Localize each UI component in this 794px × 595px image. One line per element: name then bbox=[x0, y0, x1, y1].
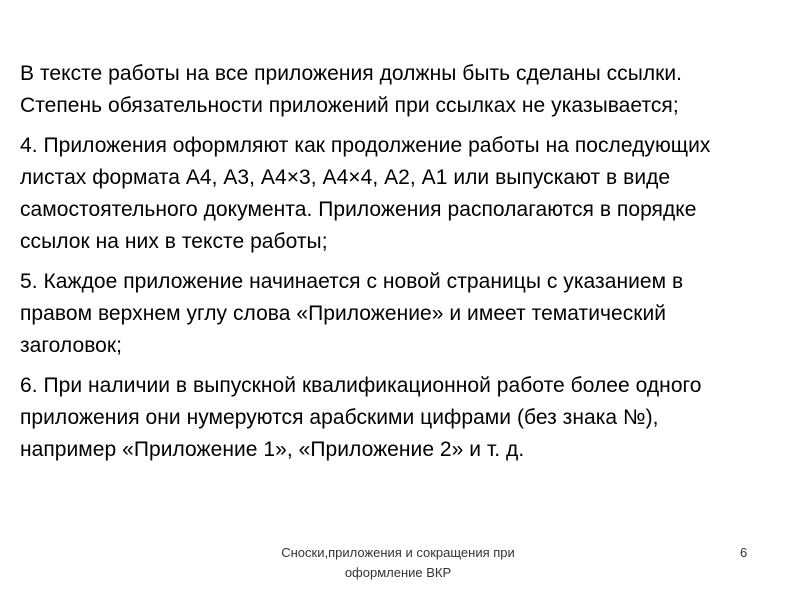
page-number: 6 bbox=[740, 545, 748, 560]
paragraph-appendix-format: 4. Приложения оформляют как продолжение работы на последующих листах формата А4, А3, А4×3, А4×4, А2, А1 или выпускают в виде самостоятельного документа. Приложения располагаются в порядке ссылок на них в тексте работы; bbox=[20, 134, 711, 253]
footer-title-line2: оформление ВКР bbox=[344, 565, 452, 580]
paragraph-appendix-numbering: 6. При наличии в выпускной квалификационной работе более одного приложения они нумеруются арабскими цифрами (без знака №), например «Приложение 1», «Приложение 2» и т. д. bbox=[20, 374, 702, 461]
paragraph-links-required: В тексте работы на все приложения должны быть сделаны ссылки. Степень обязательности приложений при ссылках не указывается; bbox=[20, 62, 683, 117]
footer-title-line1: Сноски,приложения и сокращения при bbox=[281, 545, 515, 560]
paragraph-appendix-new-page: 5. Каждое приложение начинается с новой страницы с указанием в правом верхнем углу слова «Приложение» и имеет тематический заголовок; bbox=[20, 270, 684, 357]
footer-title bbox=[266, 543, 530, 583]
slide-body bbox=[20, 58, 760, 474]
